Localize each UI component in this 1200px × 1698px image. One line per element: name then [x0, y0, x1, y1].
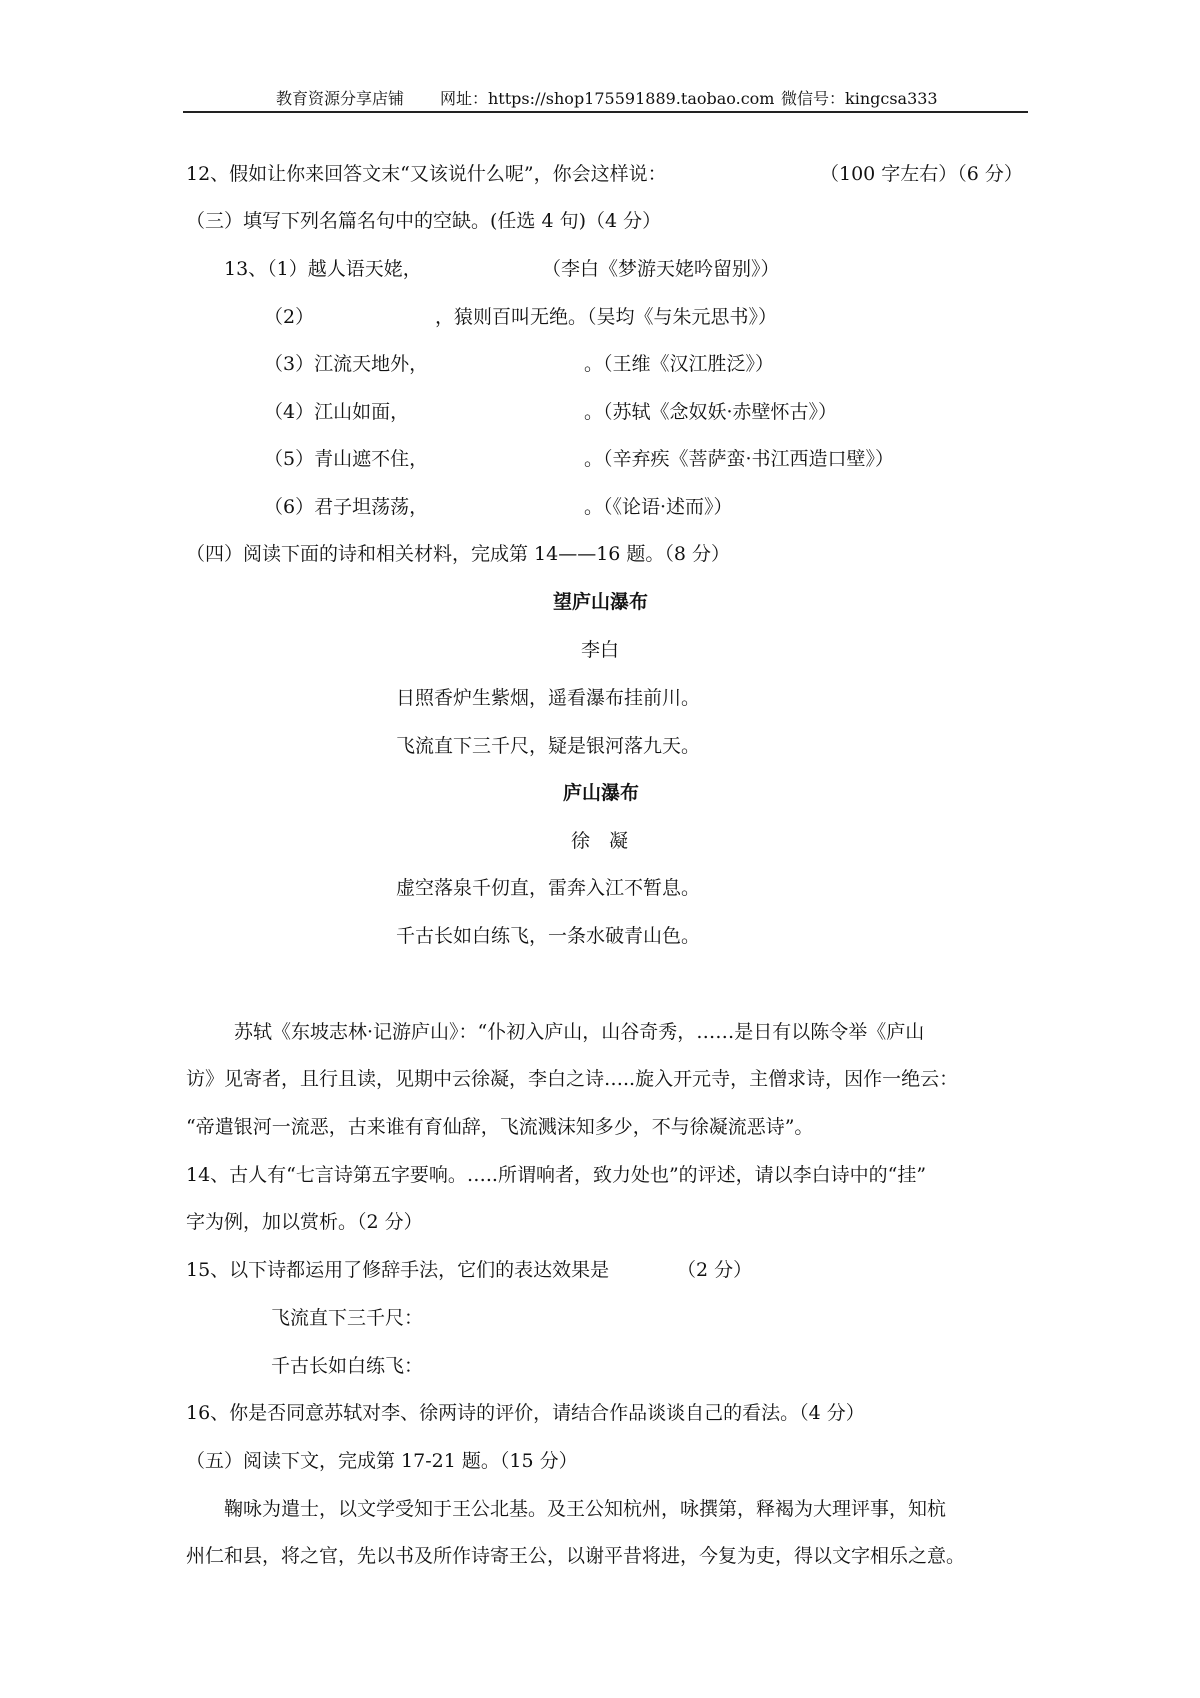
q14-line-1: 14、古人有“七言诗第五字要响。…..所谓响者，致力处也”的评述，请以李白诗中的“挂”: [186, 1164, 927, 1186]
q13-1-source: （李白《梦游天姥吟留别》）: [542, 258, 780, 280]
material-line-2: 访》见寄者，且行且读，见期中云徐凝，李白之诗…..旋入开元寺，主僧求诗，因作一绝云：: [186, 1068, 959, 1090]
poem2-author: 徐 凝: [571, 830, 629, 852]
poem2-line-1: 虚空落泉千仞直，雷奔入江不暂息。: [396, 877, 701, 899]
poem2-line-2: 千古长如白练飞，一条水破青山色。: [396, 925, 701, 947]
q14-line-2: 字为例，加以赏析。（2 分）: [186, 1211, 423, 1233]
section-4-heading: （四）阅读下面的诗和相关材料，完成第 14——16 题。（8 分）: [186, 543, 731, 565]
q13-3-source: 。（王维《汉江胜泛》）: [584, 353, 775, 375]
q13-6-source: 。（《论语·述而》）: [584, 496, 733, 518]
poem1-author: 李白: [581, 639, 620, 661]
q13-4-text: （4）江山如面，: [264, 401, 410, 423]
q13-6-text: （6）君子坦荡荡，: [264, 496, 429, 518]
section-3-heading: （三）填写下列名篇名句中的空缺。(任选 4 句)（4 分）: [186, 210, 662, 232]
header-rule: [183, 111, 1028, 113]
header-shop: 教育资源分享店铺: [276, 89, 405, 108]
q13-2-source: ，猿则百叫无绝。（吴均《与朱元思书》）: [435, 306, 778, 328]
poem1-line-1: 日照香炉生紫烟，遥看瀑布挂前川。: [396, 687, 701, 709]
q15-item-2: 千古长如白练飞：: [271, 1355, 424, 1377]
q15-score: （2 分）: [677, 1259, 753, 1281]
material-line-3: “帝遣银河一流恶，古来谁有育仙辞，飞流溅沫知多少，不与徐凝流恶诗”。: [186, 1116, 814, 1138]
q15-item-1: 飞流直下三千尺：: [271, 1307, 424, 1329]
q12-text: 12、假如让你来回答文末“又该说什么呢”，你会这样说：: [186, 163, 667, 185]
q13-5-text: （5）青山遮不住，: [264, 448, 429, 470]
passage-line-1: 鞠咏为遣士，以文学受知于王公北基。及王公知杭州，咏撰第，释褐为大理评事，知杭: [224, 1498, 947, 1520]
q16-text: 16、你是否同意苏轼对李、徐两诗的评价，请结合作品谈谈自己的看法。（4 分）: [186, 1402, 865, 1424]
q13-2-text: （2）: [264, 306, 315, 328]
header-site: 网址：https://shop175591889.taobao.com: [440, 89, 775, 108]
passage-line-2: 州仁和县，将之官，先以书及所作诗寄王公，以谢平昔将进，今复为吏，得以文字相乐之意。: [186, 1545, 966, 1567]
q15-text: 15、以下诗都运用了修辞手法，它们的表达效果是: [186, 1259, 610, 1281]
poem1-title: 望庐山瀑布: [553, 591, 649, 613]
material-line-1: 苏轼《东坡志林·记游庐山》：“仆初入庐山，山谷奇秀，……是日有以陈令举《庐山: [234, 1021, 925, 1043]
header-wechat: 微信号：kingcsa333: [781, 89, 938, 108]
section-5-heading: （五）阅读下文，完成第 17-21 题。（15 分）: [186, 1450, 578, 1472]
q13-5-source: 。（辛弃疾《菩萨蛮·书江西造口壁》）: [584, 448, 895, 470]
q13-3-text: （3）江流天地外，: [264, 353, 429, 375]
q13-4-source: 。（苏轼《念奴妖·赤壁怀古》）: [584, 401, 838, 423]
q13-1-text: 13、（1）越人语天姥，: [224, 258, 422, 280]
poem2-title: 庐山瀑布: [563, 782, 640, 804]
q12-score: （100 字左右）（6 分）: [820, 163, 1023, 185]
poem1-line-2: 飞流直下三千尺，疑是银河落九天。: [396, 735, 701, 757]
